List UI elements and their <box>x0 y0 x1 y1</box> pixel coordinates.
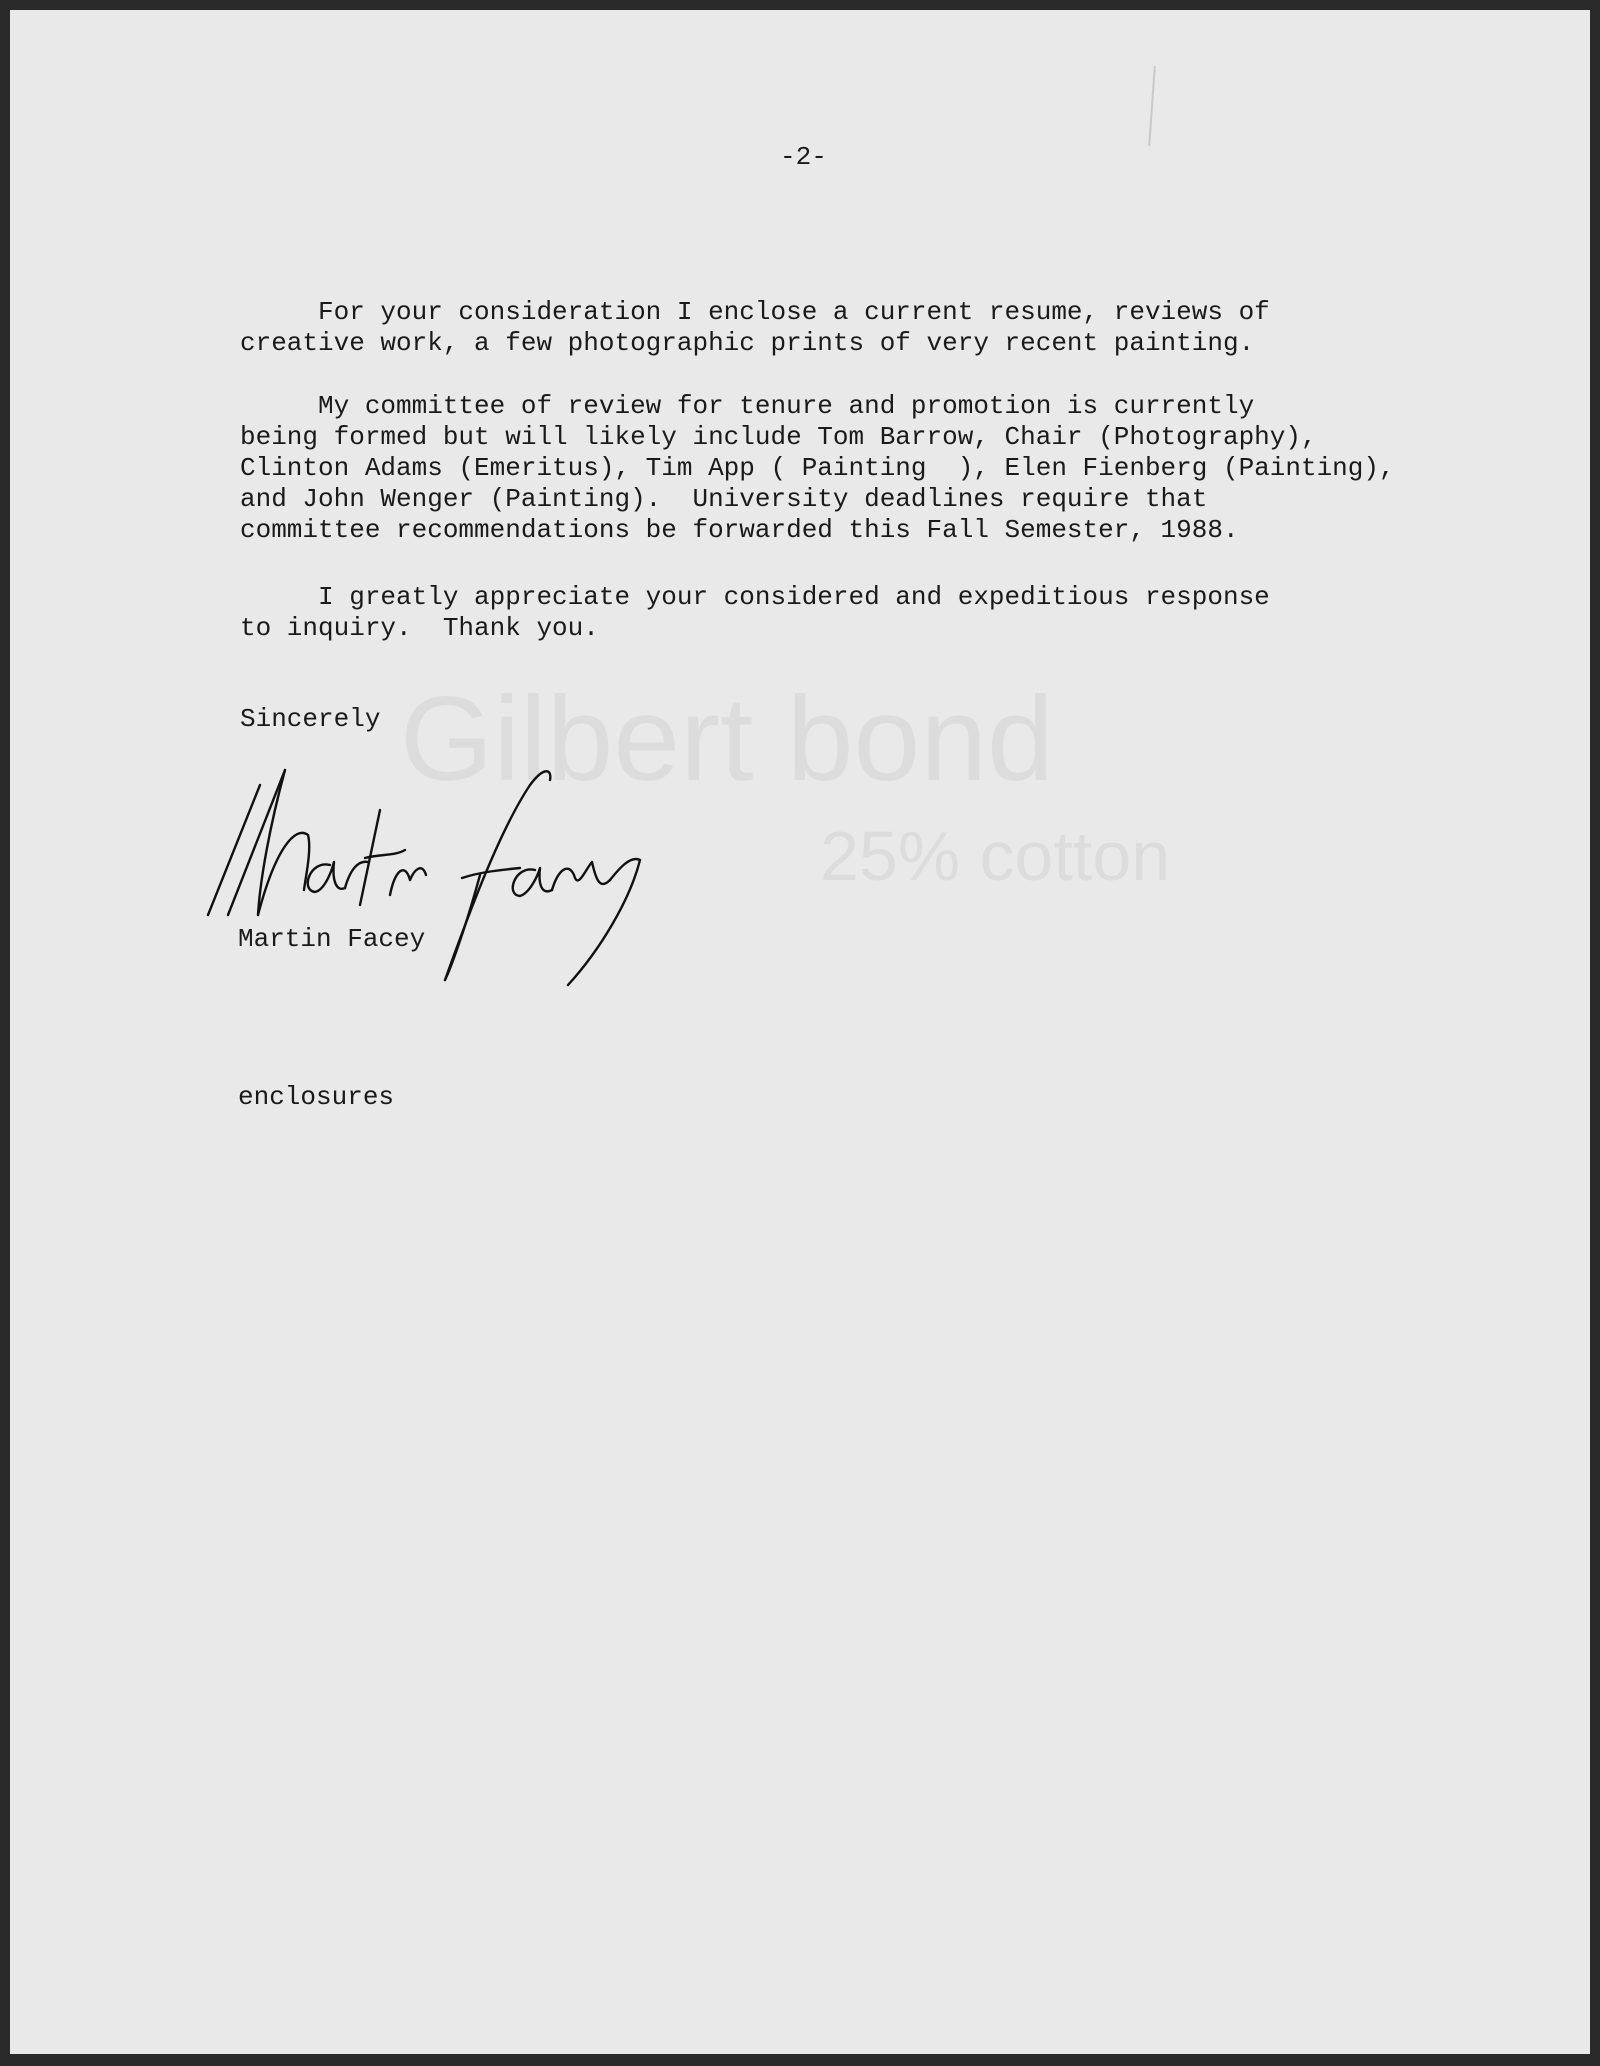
paragraph-thanks: I greatly appreciate your considered and expeditious response to inquiry. Thank you. <box>240 582 1270 643</box>
letter-page <box>10 10 1590 2054</box>
paragraph-committee: My committee of review for tenure and promotion is currently being formed but will likely include Tom Barrow, Chair (Photography), Clinton Adams (Emeritus), Tim App ( Painting ), Elen Fienberg (Painting), and John Wenger (Painting). University deadlines require that committee recommendations be forwarded this Fall Semester, 1988. <box>240 391 1395 545</box>
watermark-line-1: Gilbert bond <box>400 672 1054 806</box>
paper-mark <box>1148 66 1156 146</box>
page-number: -2- <box>780 142 827 172</box>
watermark-line-2: 25% cotton <box>820 817 1171 895</box>
signer-name: Martin Facey <box>238 924 426 954</box>
closing: Sincerely <box>240 704 381 734</box>
enclosures-note: enclosures <box>238 1082 395 1112</box>
paragraph-enclosures-intro: For your consideration I enclose a current resume, reviews of creative work, a few photographic prints of very recent painting. <box>240 297 1270 358</box>
